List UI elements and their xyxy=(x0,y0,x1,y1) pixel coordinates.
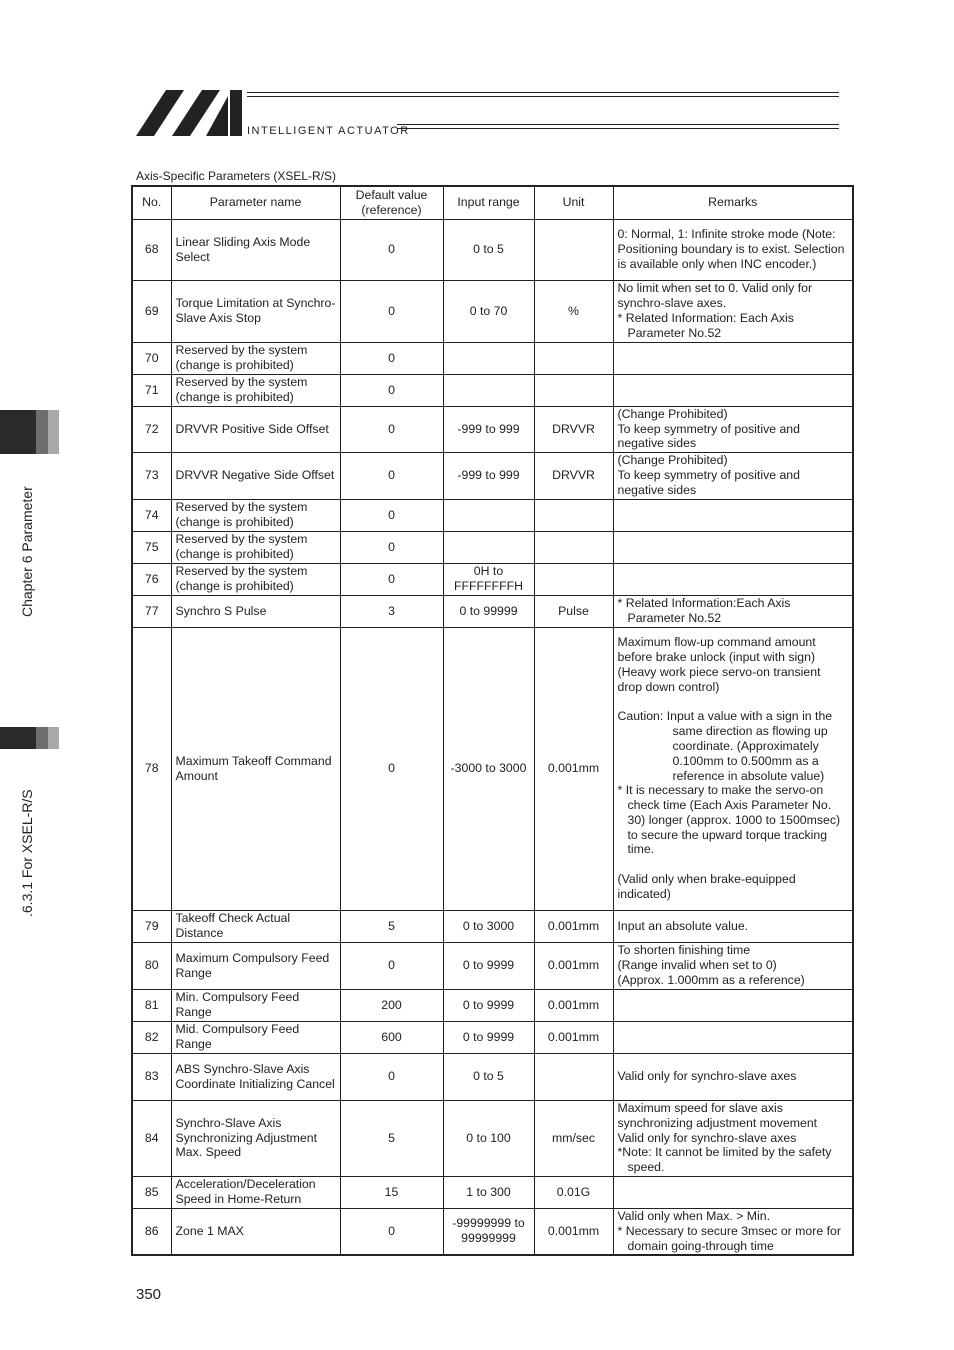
row-remarks xyxy=(613,1100,853,1176)
row-parameter-name: Reserved by the system (change is prohibited) xyxy=(171,499,340,531)
row-remarks xyxy=(613,531,853,563)
table-row xyxy=(132,452,853,499)
row-input-range: 1 to 300 xyxy=(443,1176,534,1208)
row-remarks xyxy=(613,219,853,280)
row-unit: DRVVR xyxy=(534,406,613,452)
row-input-range: 0 to 5 xyxy=(443,1053,534,1100)
row-remarks xyxy=(613,627,853,910)
row-parameter-name: Torque Limitation at Synchro-Slave Axis Stop xyxy=(171,280,340,342)
row-no: 76 xyxy=(132,563,171,595)
remark-line: (Valid only when brake-equipped indicated) xyxy=(617,872,796,901)
row-no: 80 xyxy=(132,942,171,989)
row-unit: 0.001mm xyxy=(534,910,613,942)
header-input-range: Input range xyxy=(443,186,534,219)
remark-line: To keep symmetry of positive and negative sides xyxy=(617,421,800,451)
row-default-value: 0 xyxy=(340,452,443,499)
row-no: 69 xyxy=(132,280,171,342)
row-unit: 0.001mm xyxy=(534,1208,613,1255)
table-row xyxy=(132,1021,853,1053)
remark-line: (Range invalid when set to 0) xyxy=(617,958,777,973)
row-remarks xyxy=(613,910,853,942)
row-input-range: 0 to 9999 xyxy=(443,942,534,989)
remark-line: * It is necessary to make the servo-on check time (Each Axis Parameter No. 30) longer (approx. 1000 to 1500msec) to secure the upward torque tracking time. xyxy=(617,783,841,857)
row-remarks xyxy=(613,499,853,531)
row-remarks xyxy=(613,1021,853,1053)
row-default-value: 600 xyxy=(340,1021,443,1053)
row-default-value: 0 xyxy=(340,342,443,374)
header-remarks: Remarks xyxy=(613,186,853,219)
row-no: 82 xyxy=(132,1021,171,1053)
row-unit xyxy=(534,499,613,531)
side-tab-chapter xyxy=(0,410,59,454)
row-unit: mm/sec xyxy=(534,1100,613,1176)
row-remarks xyxy=(613,989,853,1021)
row-parameter-name: Linear Sliding Axis Mode Select xyxy=(171,219,340,280)
row-remarks xyxy=(613,1176,853,1208)
row-remarks xyxy=(613,280,853,342)
row-parameter-name: Reserved by the system (change is prohibited) xyxy=(171,531,340,563)
row-default-value: 0 xyxy=(340,627,443,910)
table-row xyxy=(132,374,853,406)
row-unit: 0.001mm xyxy=(534,1021,613,1053)
row-parameter-name: Zone 1 MAX xyxy=(171,1208,340,1255)
row-input-range: -3000 to 3000 xyxy=(443,627,534,910)
row-input-range: 0 to 99999 xyxy=(443,595,534,627)
remark-line: (Change Prohibited) xyxy=(617,406,728,421)
row-parameter-name: Reserved by the system (change is prohibited) xyxy=(171,563,340,595)
row-no: 68 xyxy=(132,219,171,280)
table-row xyxy=(132,942,853,989)
remark-line: 0: Normal, 1: Infinite stroke mode (Note: Positioning boundary is to exist. Selection is available only when INC encoder.) xyxy=(617,227,845,271)
table-row xyxy=(132,595,853,627)
parameter-table xyxy=(131,185,854,1256)
table-row xyxy=(132,989,853,1021)
row-no: 85 xyxy=(132,1176,171,1208)
row-default-value: 5 xyxy=(340,910,443,942)
header-rule-top-1 xyxy=(247,92,839,93)
row-no: 79 xyxy=(132,910,171,942)
row-unit xyxy=(534,342,613,374)
remark-line xyxy=(618,695,849,710)
table-row xyxy=(132,531,853,563)
row-parameter-name: Mid. Compulsory Feed Range xyxy=(171,1021,340,1053)
row-default-value: 3 xyxy=(340,595,443,627)
remark-line: * Related Information: Each Axis Parameter No.52 xyxy=(617,311,794,340)
ia-logo xyxy=(136,90,246,136)
table-row xyxy=(132,627,853,910)
remark-line: Maximum flow-up command amount before brake unlock (input with sign) (Heavy work piece servo-on transient drop down control) xyxy=(617,635,821,694)
row-unit: 0.001mm xyxy=(534,942,613,989)
row-no: 81 xyxy=(132,989,171,1021)
row-parameter-name: DRVVR Positive Side Offset xyxy=(171,406,340,452)
row-parameter-name: Maximum Compulsory Feed Range xyxy=(171,942,340,989)
row-parameter-name: Acceleration/Deceleration Speed in Home-Return xyxy=(171,1176,340,1208)
row-parameter-name: ABS Synchro-Slave Axis Coordinate Initializing Cancel xyxy=(171,1053,340,1100)
side-section-label: .6.3.1 For XSEL-R/S xyxy=(19,789,35,917)
remark-line: (Change Prohibited) xyxy=(617,453,728,468)
row-unit xyxy=(534,219,613,280)
row-default-value: 0 xyxy=(340,499,443,531)
row-unit xyxy=(534,531,613,563)
row-remarks xyxy=(613,406,853,452)
row-unit: 0.001mm xyxy=(534,627,613,910)
remark-line: Valid only for synchro-slave axes xyxy=(617,1069,797,1084)
remark-line: Valid only for synchro-slave axes xyxy=(617,1130,797,1145)
remark-line: Input an absolute value. xyxy=(617,918,749,933)
row-unit: % xyxy=(534,280,613,342)
row-input-range: 0 to 3000 xyxy=(443,910,534,942)
row-parameter-name: DRVVR Negative Side Offset xyxy=(171,452,340,499)
table-row xyxy=(132,499,853,531)
row-default-value: 0 xyxy=(340,531,443,563)
header-no: No. xyxy=(132,186,171,219)
remark-line: * Necessary to secure 3msec or more for domain going-through time xyxy=(617,1223,841,1253)
side-chapter-label: Chapter 6 Parameter xyxy=(19,486,35,617)
row-input-range: 0 to 100 xyxy=(443,1100,534,1176)
row-default-value: 0 xyxy=(340,219,443,280)
row-input-range xyxy=(443,499,534,531)
side-tab-section xyxy=(0,727,59,749)
row-default-value: 15 xyxy=(340,1176,443,1208)
row-input-range: -999 to 999 xyxy=(443,406,534,452)
row-remarks xyxy=(613,1208,853,1255)
row-default-value: 5 xyxy=(340,1100,443,1176)
row-no: 70 xyxy=(132,342,171,374)
row-input-range: 0 to 9999 xyxy=(443,989,534,1021)
row-default-value: 0 xyxy=(340,942,443,989)
row-parameter-name: Maximum Takeoff Command Amount xyxy=(171,627,340,910)
row-default-value: 0 xyxy=(340,1053,443,1100)
page-number: 350 xyxy=(136,1286,162,1303)
row-unit: DRVVR xyxy=(534,452,613,499)
table-row xyxy=(132,342,853,374)
row-default-value: 200 xyxy=(340,989,443,1021)
table-header-row xyxy=(132,186,853,219)
row-unit: 0.001mm xyxy=(534,989,613,1021)
remark-line: (Approx. 1.000mm as a reference) xyxy=(617,972,805,987)
table-row xyxy=(132,219,853,280)
row-default-value: 0 xyxy=(340,406,443,452)
header-rule-bottom-2 xyxy=(397,128,839,129)
row-no: 83 xyxy=(132,1053,171,1100)
row-no: 73 xyxy=(132,452,171,499)
row-unit: Pulse xyxy=(534,595,613,627)
table-row xyxy=(132,563,853,595)
row-unit: 0.01G xyxy=(534,1176,613,1208)
row-parameter-name: Min. Compulsory Feed Range xyxy=(171,989,340,1021)
table-row xyxy=(132,1176,853,1208)
row-parameter-name: Reserved by the system (change is prohibited) xyxy=(171,342,340,374)
table-row xyxy=(132,280,853,342)
row-remarks xyxy=(613,942,853,989)
row-no: 74 xyxy=(132,499,171,531)
remark-line: Valid only when Max. > Min. xyxy=(617,1209,771,1224)
remark-line: *Note: It cannot be limited by the safety speed. xyxy=(617,1145,832,1175)
header-unit: Unit xyxy=(534,186,613,219)
row-default-value: 0 xyxy=(340,374,443,406)
row-no: 75 xyxy=(132,531,171,563)
row-parameter-name: Reserved by the system (change is prohibited) xyxy=(171,374,340,406)
row-unit xyxy=(534,374,613,406)
row-input-range: -99999999 to 99999999 xyxy=(443,1208,534,1255)
table-row xyxy=(132,1100,853,1176)
row-default-value: 0 xyxy=(340,1208,443,1255)
row-no: 71 xyxy=(132,374,171,406)
table-row xyxy=(132,1053,853,1100)
row-unit xyxy=(534,563,613,595)
remark-line: To keep symmetry of positive and negative sides xyxy=(617,468,800,497)
row-remarks xyxy=(613,452,853,499)
row-no: 78 xyxy=(132,627,171,910)
row-input-range: 0 to 9999 xyxy=(443,1021,534,1053)
row-no: 84 xyxy=(132,1100,171,1176)
remark-line: No limit when set to 0. Valid only for synchro-slave axes. xyxy=(617,281,813,311)
row-parameter-name: Synchro S Pulse xyxy=(171,595,340,627)
brand-name: INTELLIGENT ACTUATOR xyxy=(247,125,410,137)
table-caption: Axis-Specific Parameters (XSEL-R/S) xyxy=(136,169,337,183)
row-default-value: 0 xyxy=(340,563,443,595)
row-remarks xyxy=(613,563,853,595)
table-row xyxy=(132,406,853,452)
header-parameter-name: Parameter name xyxy=(171,186,340,219)
row-remarks xyxy=(613,1053,853,1100)
header-rule-bottom-1 xyxy=(397,124,839,125)
row-no: 86 xyxy=(132,1208,171,1255)
remark-line xyxy=(618,857,849,872)
table-row xyxy=(132,910,853,942)
row-input-range xyxy=(443,531,534,563)
row-remarks xyxy=(613,342,853,374)
row-no: 77 xyxy=(132,595,171,627)
row-input-range: 0H to FFFFFFFFH xyxy=(443,563,534,595)
row-parameter-name: Takeoff Check Actual Distance xyxy=(171,910,340,942)
row-no: 72 xyxy=(132,406,171,452)
header-rule-top-2 xyxy=(247,96,839,97)
row-input-range: 0 to 70 xyxy=(443,280,534,342)
row-parameter-name: Synchro-Slave Axis Synchronizing Adjustment Max. Speed xyxy=(171,1100,340,1176)
row-remarks xyxy=(613,595,853,627)
row-default-value: 0 xyxy=(340,280,443,342)
remark-line: Maximum speed for slave axis synchronizing adjustment movement xyxy=(617,1101,818,1130)
row-input-range xyxy=(443,374,534,406)
table-row xyxy=(132,1208,853,1255)
row-input-range: 0 to 5 xyxy=(443,219,534,280)
row-input-range xyxy=(443,342,534,374)
remark-line: Caution: Input a value with a sign in the same direction as flowing up coordinate. (Approximately 0.100mm to 0.500mm as a reference in absolute value) xyxy=(617,709,833,783)
remark-line: * Related Information:Each Axis Parameter No.52 xyxy=(617,596,791,625)
row-input-range: -999 to 999 xyxy=(443,452,534,499)
header-default-value: Default value (reference) xyxy=(340,186,443,219)
row-remarks xyxy=(613,374,853,406)
row-unit xyxy=(534,1053,613,1100)
remark-line: To shorten finishing time xyxy=(617,943,751,958)
